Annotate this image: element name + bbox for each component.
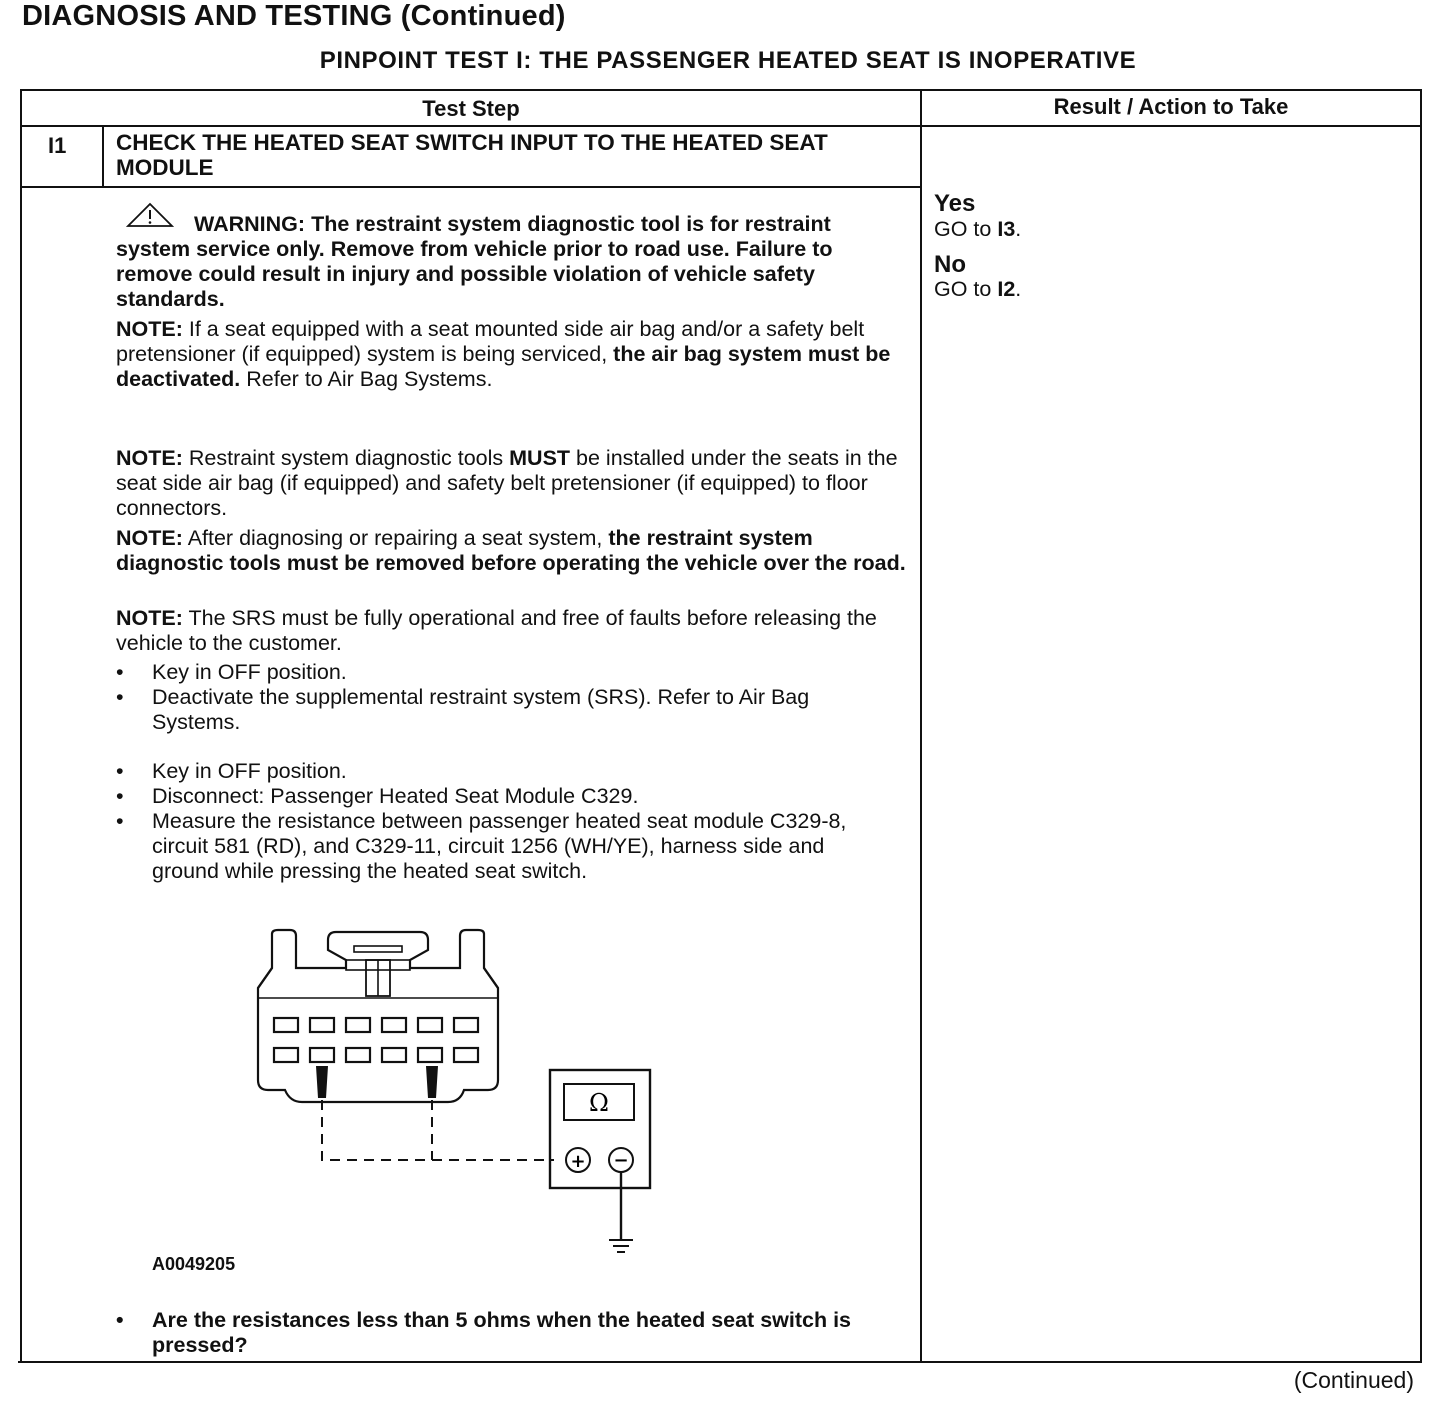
note-text: be installed under the seats in the seat side air bag (if equipped) and safety belt pretensioner (if equipped) to floor connectors. bbox=[116, 446, 898, 520]
meter-plus-terminal: + bbox=[570, 1151, 586, 1172]
note-text: The SRS must be fully operational and free of faults before releasing the vehicle to the customer. bbox=[116, 606, 877, 655]
test-title: PINPOINT TEST I: THE PASSENGER HEATED SEAT IS INOPERATIVE bbox=[319, 47, 1137, 74]
note-label: NOTE: bbox=[116, 317, 183, 341]
note-diagnostic-tools-install bbox=[116, 446, 906, 521]
result-action-prefix: GO to bbox=[934, 277, 992, 301]
note-diagnostic-tools-remove bbox=[116, 526, 906, 576]
table-border-top bbox=[20, 89, 1422, 91]
question: • Are the resistances less than 5 ohms when the heated seat switch is pressed? bbox=[116, 1308, 892, 1358]
note-reference: Refer to Air Bag Systems. bbox=[246, 367, 493, 391]
step-id: I1 bbox=[48, 133, 67, 158]
list-item: • Deactivate the supplemental restraint system (SRS). Refer to Air Bag Systems. bbox=[116, 685, 852, 735]
column-header-result: Result / Action to Take bbox=[1053, 94, 1289, 119]
question-list bbox=[116, 1308, 906, 1358]
procedure-list-a bbox=[116, 660, 906, 735]
note-emphasis: MUST bbox=[509, 446, 571, 470]
figure-id: A0049205 bbox=[152, 1254, 236, 1274]
continued-footer: (Continued) bbox=[1293, 1367, 1414, 1393]
note-emphasis: the restraint system diagnostic tools must be removed before operating the vehicle over the road. bbox=[116, 526, 906, 575]
list-item: • Measure the resistance between passenger heated seat module C329-8, circuit 581 (RD), and C329-11, circuit 1256 (WH/YE), harness side and ground while pressing the heated seat switch. bbox=[116, 809, 892, 884]
meter-minus-terminal: − bbox=[613, 1150, 629, 1171]
connector-body bbox=[258, 930, 498, 1102]
table-column-divider bbox=[920, 89, 922, 1363]
result-action-prefix: GO to bbox=[934, 217, 992, 241]
result-no-target[interactable]: I2 bbox=[997, 277, 1016, 301]
result-yes-action: GO to I3. bbox=[934, 217, 1022, 241]
result-yes-label: Yes bbox=[934, 190, 976, 217]
note-label: NOTE: bbox=[116, 606, 183, 630]
connector-measurement-diagram bbox=[240, 920, 680, 1260]
result-no-action: GO to I2. bbox=[934, 277, 1022, 301]
column-header-test-step: Test Step bbox=[422, 96, 520, 121]
table-header-divider bbox=[20, 125, 1422, 127]
note-text: Restraint system diagnostic tools bbox=[188, 446, 504, 470]
table-border-bottom bbox=[18, 1361, 1422, 1363]
note-airbag-deactivate bbox=[116, 317, 906, 392]
note-srs-operational bbox=[116, 606, 906, 656]
table-border-left bbox=[20, 89, 22, 1363]
list-item: • Key in OFF position. bbox=[116, 660, 906, 685]
warning-label: WARNING: bbox=[194, 212, 306, 236]
list-item: • Disconnect: Passenger Heated Seat Module C329. bbox=[116, 784, 906, 809]
note-text: After diagnosing or repairing a seat system, bbox=[187, 526, 603, 550]
note-emphasis: the air bag system must be deactivated. bbox=[116, 342, 891, 391]
result-no-label: No bbox=[934, 251, 966, 278]
result-yes-target[interactable]: I3 bbox=[997, 217, 1016, 241]
step-title: CHECK THE HEATED SEAT SWITCH INPUT TO THE HEATED SEAT MODULE bbox=[116, 130, 828, 180]
warning-text: The restraint system diagnostic tool is for restraint system service only. Remove from vehicle prior to road use. Failure to remove could result in injury and possible violation of vehicle safety standards. bbox=[116, 212, 833, 311]
page-heading: DIAGNOSIS AND TESTING (Continued) bbox=[22, 0, 566, 32]
list-item: • Key in OFF position. bbox=[116, 759, 906, 784]
note-label: NOTE: bbox=[116, 446, 183, 470]
meter-ohm-symbol: Ω bbox=[589, 1089, 609, 1117]
step-id-divider bbox=[102, 125, 104, 187]
note-label: NOTE: bbox=[116, 526, 183, 550]
table-border-right bbox=[1420, 89, 1422, 1363]
note-text: If a seat equipped with a seat mounted side air bag and/or a safety belt pretensioner (if equipped) system is being serviced, bbox=[116, 317, 865, 366]
step-title-divider bbox=[20, 186, 922, 188]
procedure-list-b bbox=[116, 759, 906, 884]
warning-block bbox=[116, 212, 906, 312]
